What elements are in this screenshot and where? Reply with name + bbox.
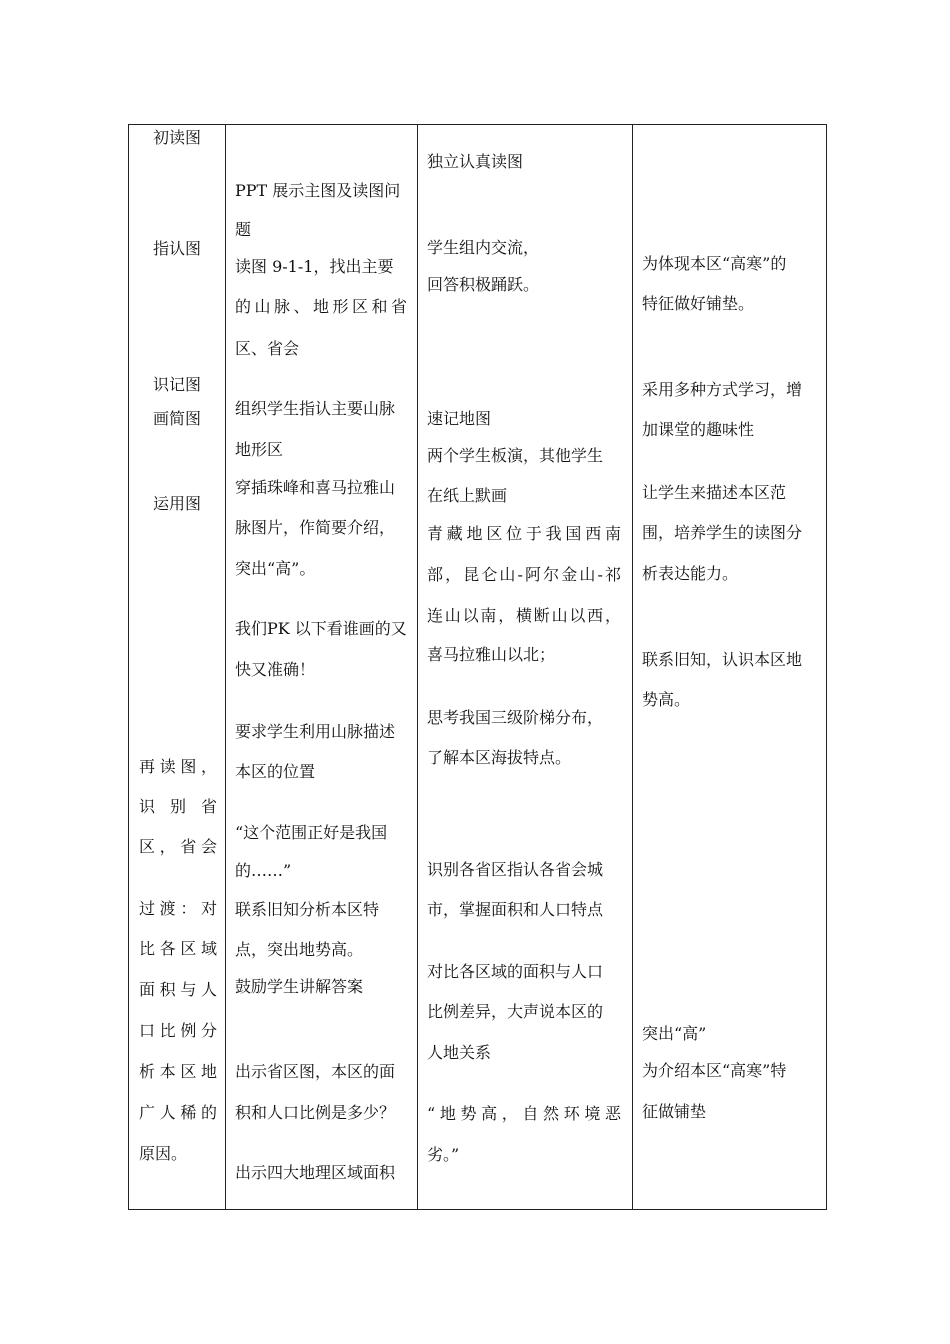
stage-text: 广人稀的 <box>139 1103 217 1122</box>
intent-text: 让学生来描述本区范 <box>642 483 787 502</box>
intent-text: 势高。 <box>642 690 691 709</box>
teacher-text: 脉图片，作简要介绍， <box>235 518 396 537</box>
student-text: 市，掌握面积和人口特点 <box>427 900 604 919</box>
stage-text: 过渡：对 <box>139 899 217 918</box>
student-text: 思考我国三级阶梯分布， <box>427 708 604 727</box>
teacher-text: 要求学生利用山脉描述 <box>235 722 396 741</box>
student-text: “地势高，自然环境恶 <box>427 1104 621 1123</box>
stage-text: 初读图 <box>153 128 202 147</box>
stage-text: 再读图， <box>139 757 217 776</box>
teacher-text: 出示省区图，本区的面 <box>235 1062 396 1081</box>
column-divider <box>417 125 418 1209</box>
stage-text: 运用图 <box>153 494 202 513</box>
teacher-text: 突出“高”。 <box>235 559 316 578</box>
intent-text: 联系旧知，认识本区地 <box>642 650 803 669</box>
intent-text: 为介绍本区“高寒”特 <box>642 1061 787 1080</box>
stage-text: 区，省会 <box>139 837 217 856</box>
student-text: 学生组内交流， <box>427 238 540 257</box>
teacher-text: 区、省会 <box>235 339 300 358</box>
intent-text: 采用多种方式学习，增 <box>642 380 803 399</box>
teacher-text: 组织学生指认主要山脉 <box>235 399 396 418</box>
stage-text: 析本区地 <box>139 1062 217 1081</box>
teacher-text: PPT 展示主图及读图问 <box>235 181 401 200</box>
student-text: 部，昆仑山-阿尔金山-祁 <box>427 565 621 584</box>
student-text: 两个学生板演，其他学生 <box>427 446 604 465</box>
stage-text: 原因。 <box>139 1144 188 1163</box>
teacher-text: 快又准确！ <box>235 660 316 679</box>
student-text: 喜马拉雅山以北； <box>427 645 556 664</box>
teacher-text: 地形区 <box>235 440 284 459</box>
student-text: 在纸上默画 <box>427 486 508 505</box>
stage-text: 比各区域 <box>139 939 217 958</box>
stage-text: 口比例分 <box>139 1021 217 1040</box>
student-text: 回答积极踊跃。 <box>427 275 540 294</box>
teacher-text: 我们PK 以下看谁画的又 <box>235 619 407 638</box>
stage-text: 画简图 <box>153 409 202 428</box>
intent-text: 加课堂的趣味性 <box>642 420 755 439</box>
column-divider <box>225 125 226 1209</box>
student-text: 独立认真读图 <box>427 152 524 171</box>
student-text: 比例差异，大声说本区的 <box>427 1002 604 1021</box>
teacher-text: 读图 9-1-1，找出主要 <box>235 257 394 276</box>
teacher-text: 的……” <box>235 861 292 880</box>
student-text: 了解本区海拔特点。 <box>427 748 572 767</box>
intent-text: 征做铺垫 <box>642 1102 707 1121</box>
teacher-text: 联系旧知分析本区特 <box>235 900 380 919</box>
intent-text: 析表达能力。 <box>642 564 739 583</box>
student-text: 青藏地区位于我国西南 <box>427 524 621 543</box>
teacher-text: 积和人口比例是多少？ <box>235 1103 396 1122</box>
teacher-text: 的山脉、地形区和省 <box>235 297 407 316</box>
stage-text: 识别省 <box>139 797 217 816</box>
intent-text: 为体现本区“高寒”的 <box>642 254 787 273</box>
intent-text: 突出“高” <box>642 1024 707 1043</box>
teacher-text: 本区的位置 <box>235 762 316 781</box>
teacher-text: 鼓励学生讲解答案 <box>235 977 364 996</box>
student-text: 连山以南，横断山以西， <box>427 606 621 625</box>
student-text: 人地关系 <box>427 1043 492 1062</box>
student-text: 对比各区域的面积与人口 <box>427 962 604 981</box>
intent-text: 围，培养学生的读图分 <box>642 523 803 542</box>
stage-text: 指认图 <box>153 239 202 258</box>
student-text: 识别各省区指认各省会城 <box>427 860 604 879</box>
stage-text: 识记图 <box>153 375 202 394</box>
stage-text: 面积与人 <box>139 980 217 999</box>
teacher-text: 题 <box>235 220 252 239</box>
column-divider <box>632 125 633 1209</box>
teacher-text: 出示四大地理区域面积 <box>235 1163 396 1182</box>
intent-text: 特征做好铺垫。 <box>642 294 755 313</box>
student-text: 劣。” <box>427 1145 460 1164</box>
teacher-text: 点，突出地势高。 <box>235 940 364 959</box>
teacher-text: 穿插珠峰和喜马拉雅山 <box>235 478 396 497</box>
student-text: 速记地图 <box>427 409 492 428</box>
teacher-text: “这个范围正好是我国 <box>235 823 388 842</box>
